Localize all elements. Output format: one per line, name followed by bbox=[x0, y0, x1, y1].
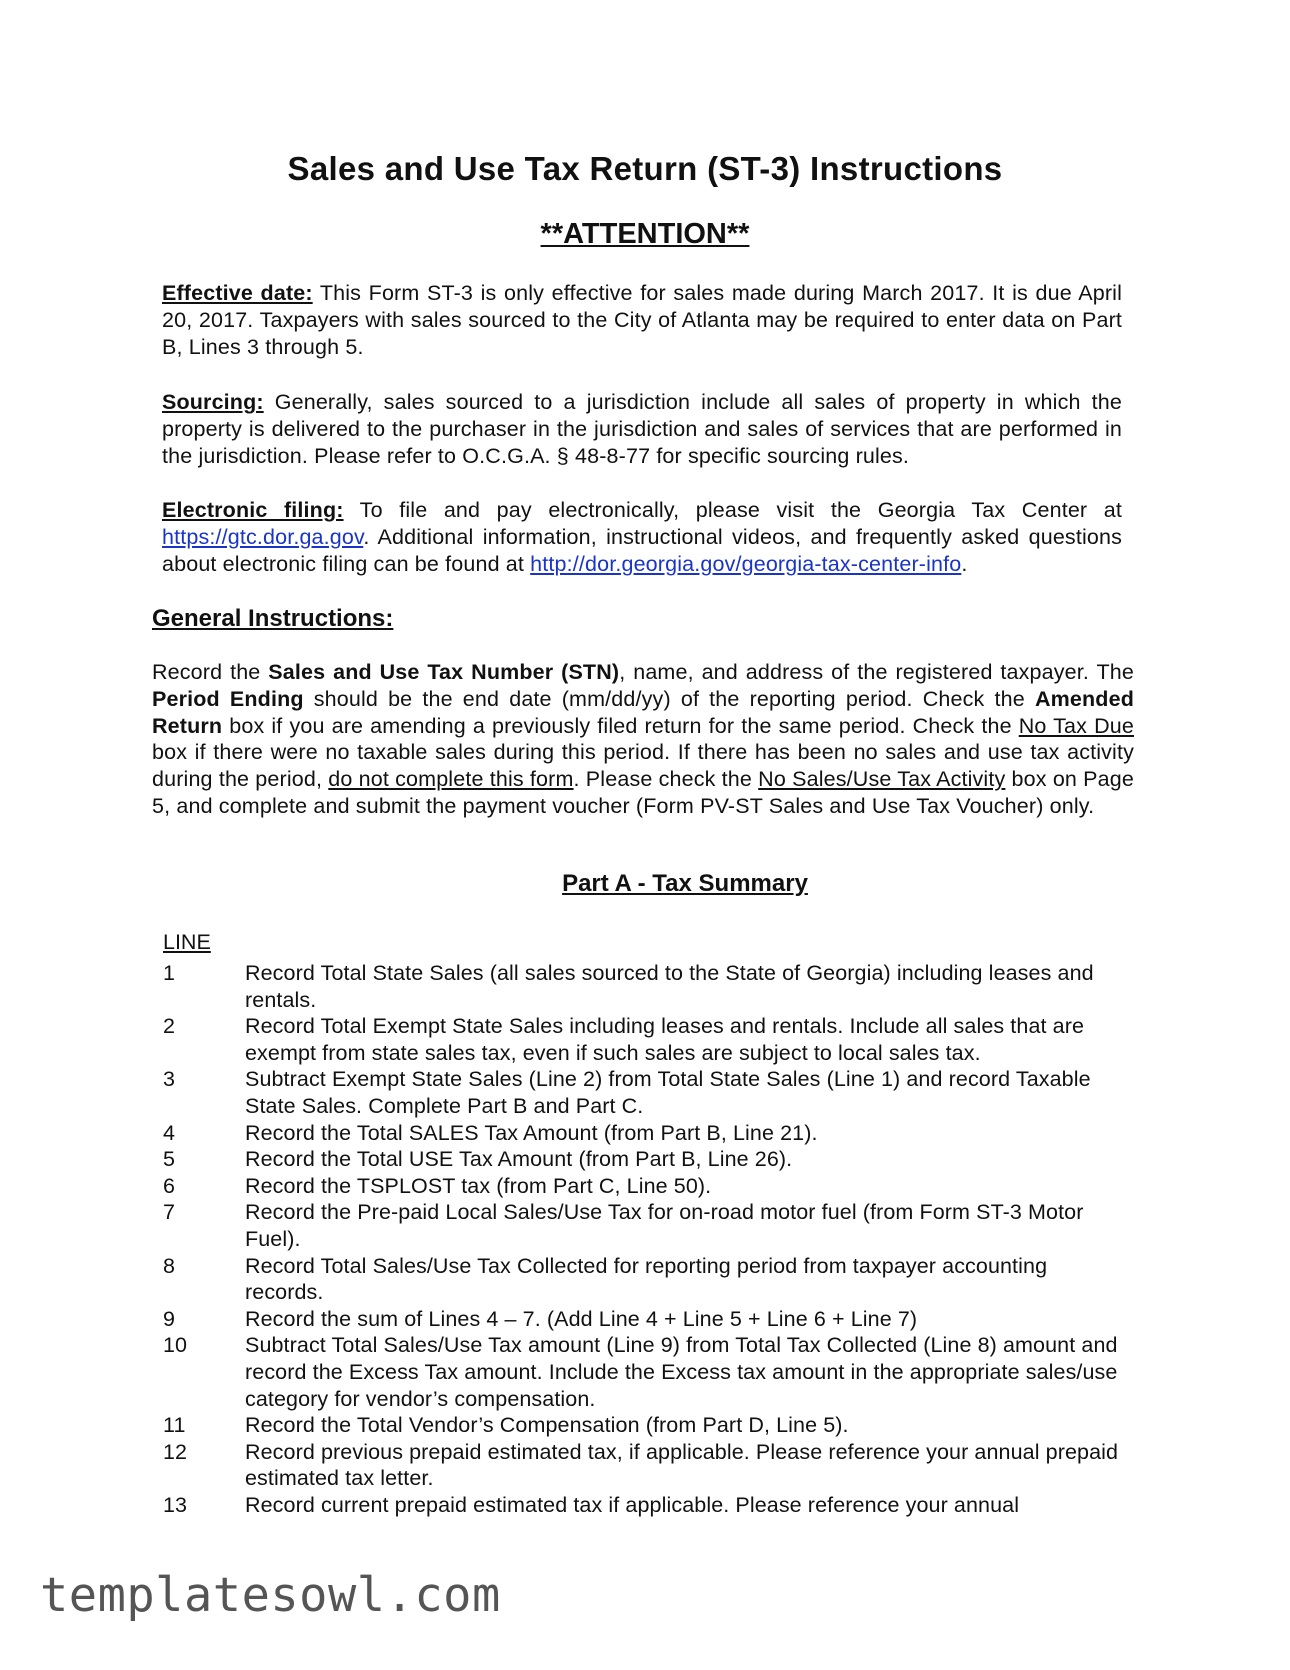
gi-text-1: Record the bbox=[152, 660, 269, 684]
line-number: 6 bbox=[163, 1173, 176, 1198]
gtc-link[interactable]: https://gtc.dor.ga.gov bbox=[162, 524, 364, 549]
gi-text-6: . Please check the bbox=[573, 767, 759, 792]
line-text: Record the Total SALES Tax Amount (from Part B, Line 21). bbox=[245, 1120, 818, 1145]
part-a-line-item bbox=[163, 1253, 1123, 1306]
part-a-line-item bbox=[163, 1306, 1123, 1333]
general-instructions-heading: General Instructions: bbox=[152, 605, 394, 632]
part-a-lines-list bbox=[163, 960, 1123, 1518]
gi-text-7: box on Page 5, and complete and submit the payment voucher (Form PV-ST Sales and Use Tax Voucher) only. bbox=[152, 767, 1134, 818]
part-a-line-item bbox=[163, 1492, 1123, 1519]
gi-text-3: should be the end date (mm/dd/yy) of the reporting period. Check the bbox=[303, 686, 1035, 711]
effective-date-label: Effective date: bbox=[162, 281, 313, 305]
gi-text-4: box if you are amending a previously filed return for the same period. Check the bbox=[222, 713, 1019, 738]
part-a-line-item bbox=[163, 1120, 1123, 1147]
sourcing-label: Sourcing: bbox=[162, 390, 264, 414]
general-instructions-paragraph bbox=[152, 659, 1134, 820]
line-number: 11 bbox=[163, 1413, 186, 1438]
gi-bold-amended-return: Amended Return bbox=[152, 686, 1134, 738]
effective-date-paragraph bbox=[162, 280, 1122, 360]
line-text: Record Total Exempt State Sales including leases and rentals. Include all sales that are exempt from state sales tax, even if such sales are subject to local sales tax. bbox=[245, 1014, 1085, 1065]
electronic-filing-paragraph bbox=[162, 497, 1122, 577]
gi-underline-no-activity: No Sales/Use Tax Activity bbox=[758, 767, 1006, 792]
line-number: 10 bbox=[163, 1333, 188, 1358]
part-a-line-item bbox=[163, 1066, 1123, 1119]
part-a-line-item bbox=[163, 1332, 1123, 1412]
electronic-filing-text-3: . bbox=[961, 551, 968, 576]
line-text: Record the sum of Lines 4 – 7. (Add Line 4 + Line 5 + Line 6 + Line 7) bbox=[245, 1306, 918, 1331]
line-number: 7 bbox=[163, 1200, 176, 1225]
electronic-filing-label: Electronic filing: bbox=[162, 498, 344, 522]
line-text: Subtract Exempt State Sales (Line 2) from Total State Sales (Line 1) and record Taxable State Sales. Complete Part B and Part C. bbox=[245, 1067, 1091, 1118]
part-a-line-item bbox=[163, 1439, 1123, 1492]
line-number: 12 bbox=[163, 1439, 188, 1464]
line-text: Record the TSPLOST tax (from Part C, Line 50). bbox=[245, 1173, 712, 1198]
page-title: Sales and Use Tax Return (ST-3) Instructions bbox=[287, 150, 1003, 187]
line-number: 13 bbox=[163, 1492, 188, 1517]
part-a-line-item bbox=[163, 1412, 1123, 1439]
line-number: 8 bbox=[163, 1253, 176, 1278]
gi-bold-stn: Sales and Use Tax Number (STN) bbox=[268, 660, 620, 684]
part-a-line-item bbox=[163, 1146, 1123, 1173]
gtc-info-link[interactable]: http://dor.georgia.gov/georgia-tax-center-info bbox=[530, 551, 962, 576]
line-text: Record the Pre-paid Local Sales/Use Tax for on-road motor fuel (from Form ST-3 Motor Fuel). bbox=[245, 1200, 1084, 1251]
line-text: Subtract Total Sales/Use Tax amount (Line 9) from Total Tax Collected (Line 8) amount and record the Excess Tax amount. Include the Excess tax amount in the appropriate sales/use category for vendor’s compensation. bbox=[245, 1333, 1118, 1411]
line-number: 9 bbox=[163, 1306, 176, 1331]
attention-text: **ATTENTION** bbox=[540, 218, 750, 250]
part-a-line-item bbox=[163, 1199, 1123, 1252]
line-number: 5 bbox=[163, 1147, 176, 1172]
line-text: Record the Total USE Tax Amount (from Part B, Line 26). bbox=[245, 1147, 793, 1172]
line-text: Record current prepaid estimated tax if applicable. Please reference your annual bbox=[245, 1492, 1020, 1517]
line-number: 2 bbox=[163, 1014, 176, 1039]
effective-date-text: This Form ST-3 is only effective for sales made during March 2017. It is due April 20, 2017. Taxpayers with sales sourced to the City of Atlanta may be required to enter data on Part B, Lines 3 through 5. bbox=[162, 281, 1122, 359]
line-number: 4 bbox=[163, 1120, 176, 1145]
line-number: 1 bbox=[163, 961, 176, 985]
gi-text-2: , name, and address of the registered taxpayer. The bbox=[619, 660, 1135, 684]
line-column-header: LINE bbox=[163, 930, 211, 954]
attention-heading bbox=[0, 218, 1290, 251]
gi-bold-period-ending: Period Ending bbox=[152, 686, 304, 711]
sourcing-text: Generally, sales sourced to a jurisdiction include all sales of property in which the property is delivered to the purchaser in the jurisdiction and sales of services that are performed in the jurisdiction. Please refer to O.C.G.A. § 48-8-77 for specific sourcing rules. bbox=[162, 390, 1122, 468]
watermark-text: templatesowl.com bbox=[40, 1568, 501, 1623]
line-text: Record the Total Vendor’s Compensation (from Part D, Line 5). bbox=[245, 1413, 849, 1438]
line-text: Record Total Sales/Use Tax Collected for reporting period from taxpayer accounting records. bbox=[245, 1253, 1048, 1305]
gi-underline-no-tax-due: No Tax Due bbox=[1018, 713, 1134, 738]
part-a-line-item bbox=[163, 1013, 1123, 1066]
part-a-line-item bbox=[163, 1173, 1123, 1200]
line-text: Record Total State Sales (all sales sourced to the State of Georgia) including leases and rentals. bbox=[245, 961, 1094, 1012]
electronic-filing-text-2: . Additional information, instructional videos, and frequently asked questions about electronic filing can be found at bbox=[162, 524, 1122, 576]
line-text: Record previous prepaid estimated tax, if applicable. Please reference your annual prepaid estimated tax letter. bbox=[245, 1439, 1119, 1491]
part-a-line-item bbox=[163, 960, 1123, 1013]
gi-text-5: box if there were no taxable sales during this period. If there has been no sales and use tax activity during the period, bbox=[152, 740, 1134, 792]
line-number: 3 bbox=[163, 1067, 176, 1092]
sourcing-paragraph bbox=[162, 389, 1122, 469]
electronic-filing-text-1: To file and pay electronically, please visit the Georgia Tax Center at bbox=[343, 498, 1122, 522]
gi-underline-do-not-complete: do not complete this form bbox=[328, 767, 574, 792]
part-a-heading: Part A - Tax Summary bbox=[562, 870, 808, 897]
